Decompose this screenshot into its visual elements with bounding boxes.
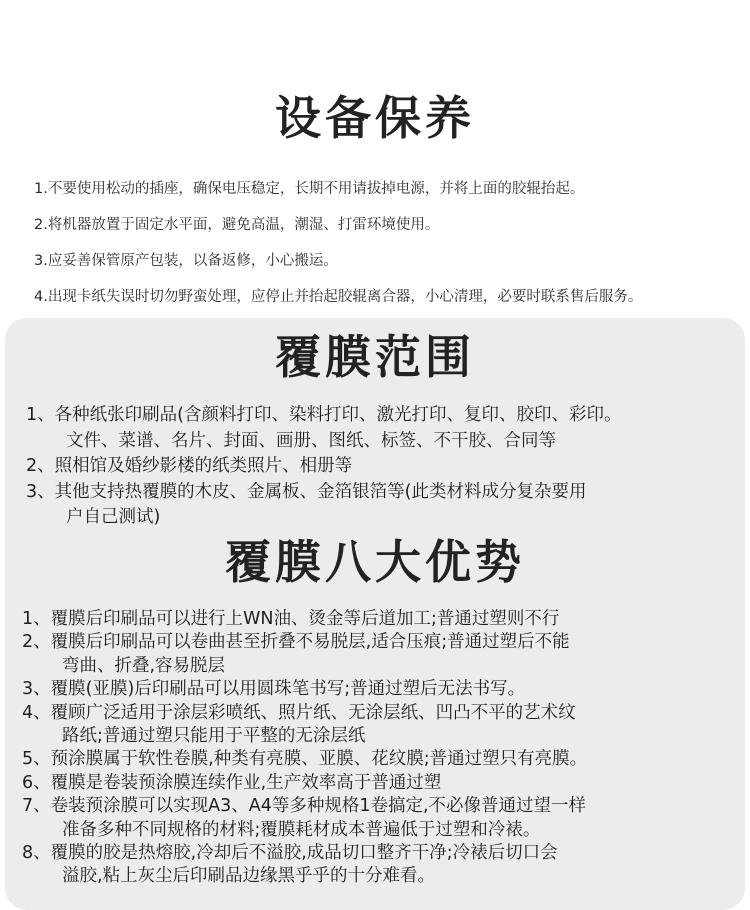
advantage-item [22, 631, 742, 678]
scope-item [26, 403, 742, 454]
advantage-item [22, 678, 742, 701]
advantage-item-text: 6、覆膜是卷装预涂膜连续作业,生产效率高于普通过塑 [22, 772, 442, 793]
advantage-item [22, 702, 742, 749]
maintenance-item: 1.不要使用松动的插座，确保电压稳定，长期不用请拔掉电源，并将上面的胶辊抬起。 [34, 181, 585, 197]
scope-item [26, 454, 742, 480]
advantage-item-text: 4、覆顾广泛适用于涂层彩喷纸、照片纸、无涂层纸、凹凸不平的艺术纹 [22, 702, 576, 723]
advantage-item-text: 1、覆膜后印刷品可以进行上WN油、烫金等后道加工;普通过塑则不行 [22, 609, 560, 629]
advantage-item-text: 3、覆膜(亚膜)后印刷品可以用圆珠笔书写;普通过塑后无法书写。 [22, 679, 526, 700]
scope-item-continuation: 户自己测试) [66, 507, 161, 528]
advantage-item [22, 795, 742, 842]
advantage-item-continuation: 路纸;普通过塑只能用于平整的无涂层纸 [62, 726, 366, 747]
maintenance-title: 设备保养 [275, 91, 475, 145]
scope-list [26, 403, 742, 531]
advantage-item-text: 7、卷装预涂膜可以实现A3、A4等多种规格1卷搞定,不必像普通过望一样 [22, 796, 587, 817]
scope-item [26, 480, 742, 531]
advantage-item-continuation: 弯曲、折叠,容易脱层 [62, 655, 226, 676]
advantages-title: 覆膜八大优势 [225, 535, 525, 589]
maintenance-item: 2.将机器放置于固定水平面，避免高温，潮湿、打雷环境使用。 [34, 217, 440, 233]
maintenance-item: 3.应妥善保管原产包装，以备返修，小心搬运。 [34, 253, 338, 269]
maintenance-section [0, 0, 750, 318]
advantage-item-text: 5、预涂膜属于软性卷膜,种类有亮膜、亚膜、花纹膜;普通过塑只有亮膜。 [22, 749, 588, 770]
advantage-item [22, 772, 742, 795]
advantage-item-continuation: 溢胶,粘上灰尘后印刷品边缘黑乎乎的十分难看。 [62, 866, 436, 887]
advantage-item [22, 842, 742, 889]
advantage-item [22, 748, 742, 771]
advantage-item-text: 2、覆膜后印刷品可以卷曲甚至折叠不易脱层,适合压痕;普通过塑后不能 [22, 632, 570, 653]
scope-item-text: 3、其他支持热覆膜的木皮、金属板、金箔银箔等(此类材料成分复杂要用 [26, 481, 587, 502]
scope-item-text: 2、照相馆及婚纱影楼的纸类照片、相册等 [26, 456, 353, 477]
advantage-item-continuation: 准备多种不同规格的材料;覆膜耗材成本普遍低于过塑和冷裱。 [62, 819, 541, 840]
maintenance-item: 4.出现卡纸失误时切勿野蛮处理，应停止并抬起胶辊离合器，小心清理，必要时联系售后服务。 [34, 289, 643, 305]
advantage-item-text: 8、覆膜的胶是热熔胶,冷却后不溢胶,成品切口整齐干净;冷裱后切口会 [22, 843, 558, 864]
maintenance-list [34, 180, 744, 324]
scope-item-text: 1、各种纸张印刷品(含颜料打印、染料打印、激光打印、复印、胶印、彩印。 [26, 405, 622, 425]
advantages-list [22, 608, 742, 889]
scope-item-continuation: 文件、菜谱、名片、封面、画册、图纸、标签、不干胶、合同等 [66, 430, 556, 451]
scope-title: 覆膜范围 [275, 330, 475, 384]
advantage-item [22, 608, 742, 631]
